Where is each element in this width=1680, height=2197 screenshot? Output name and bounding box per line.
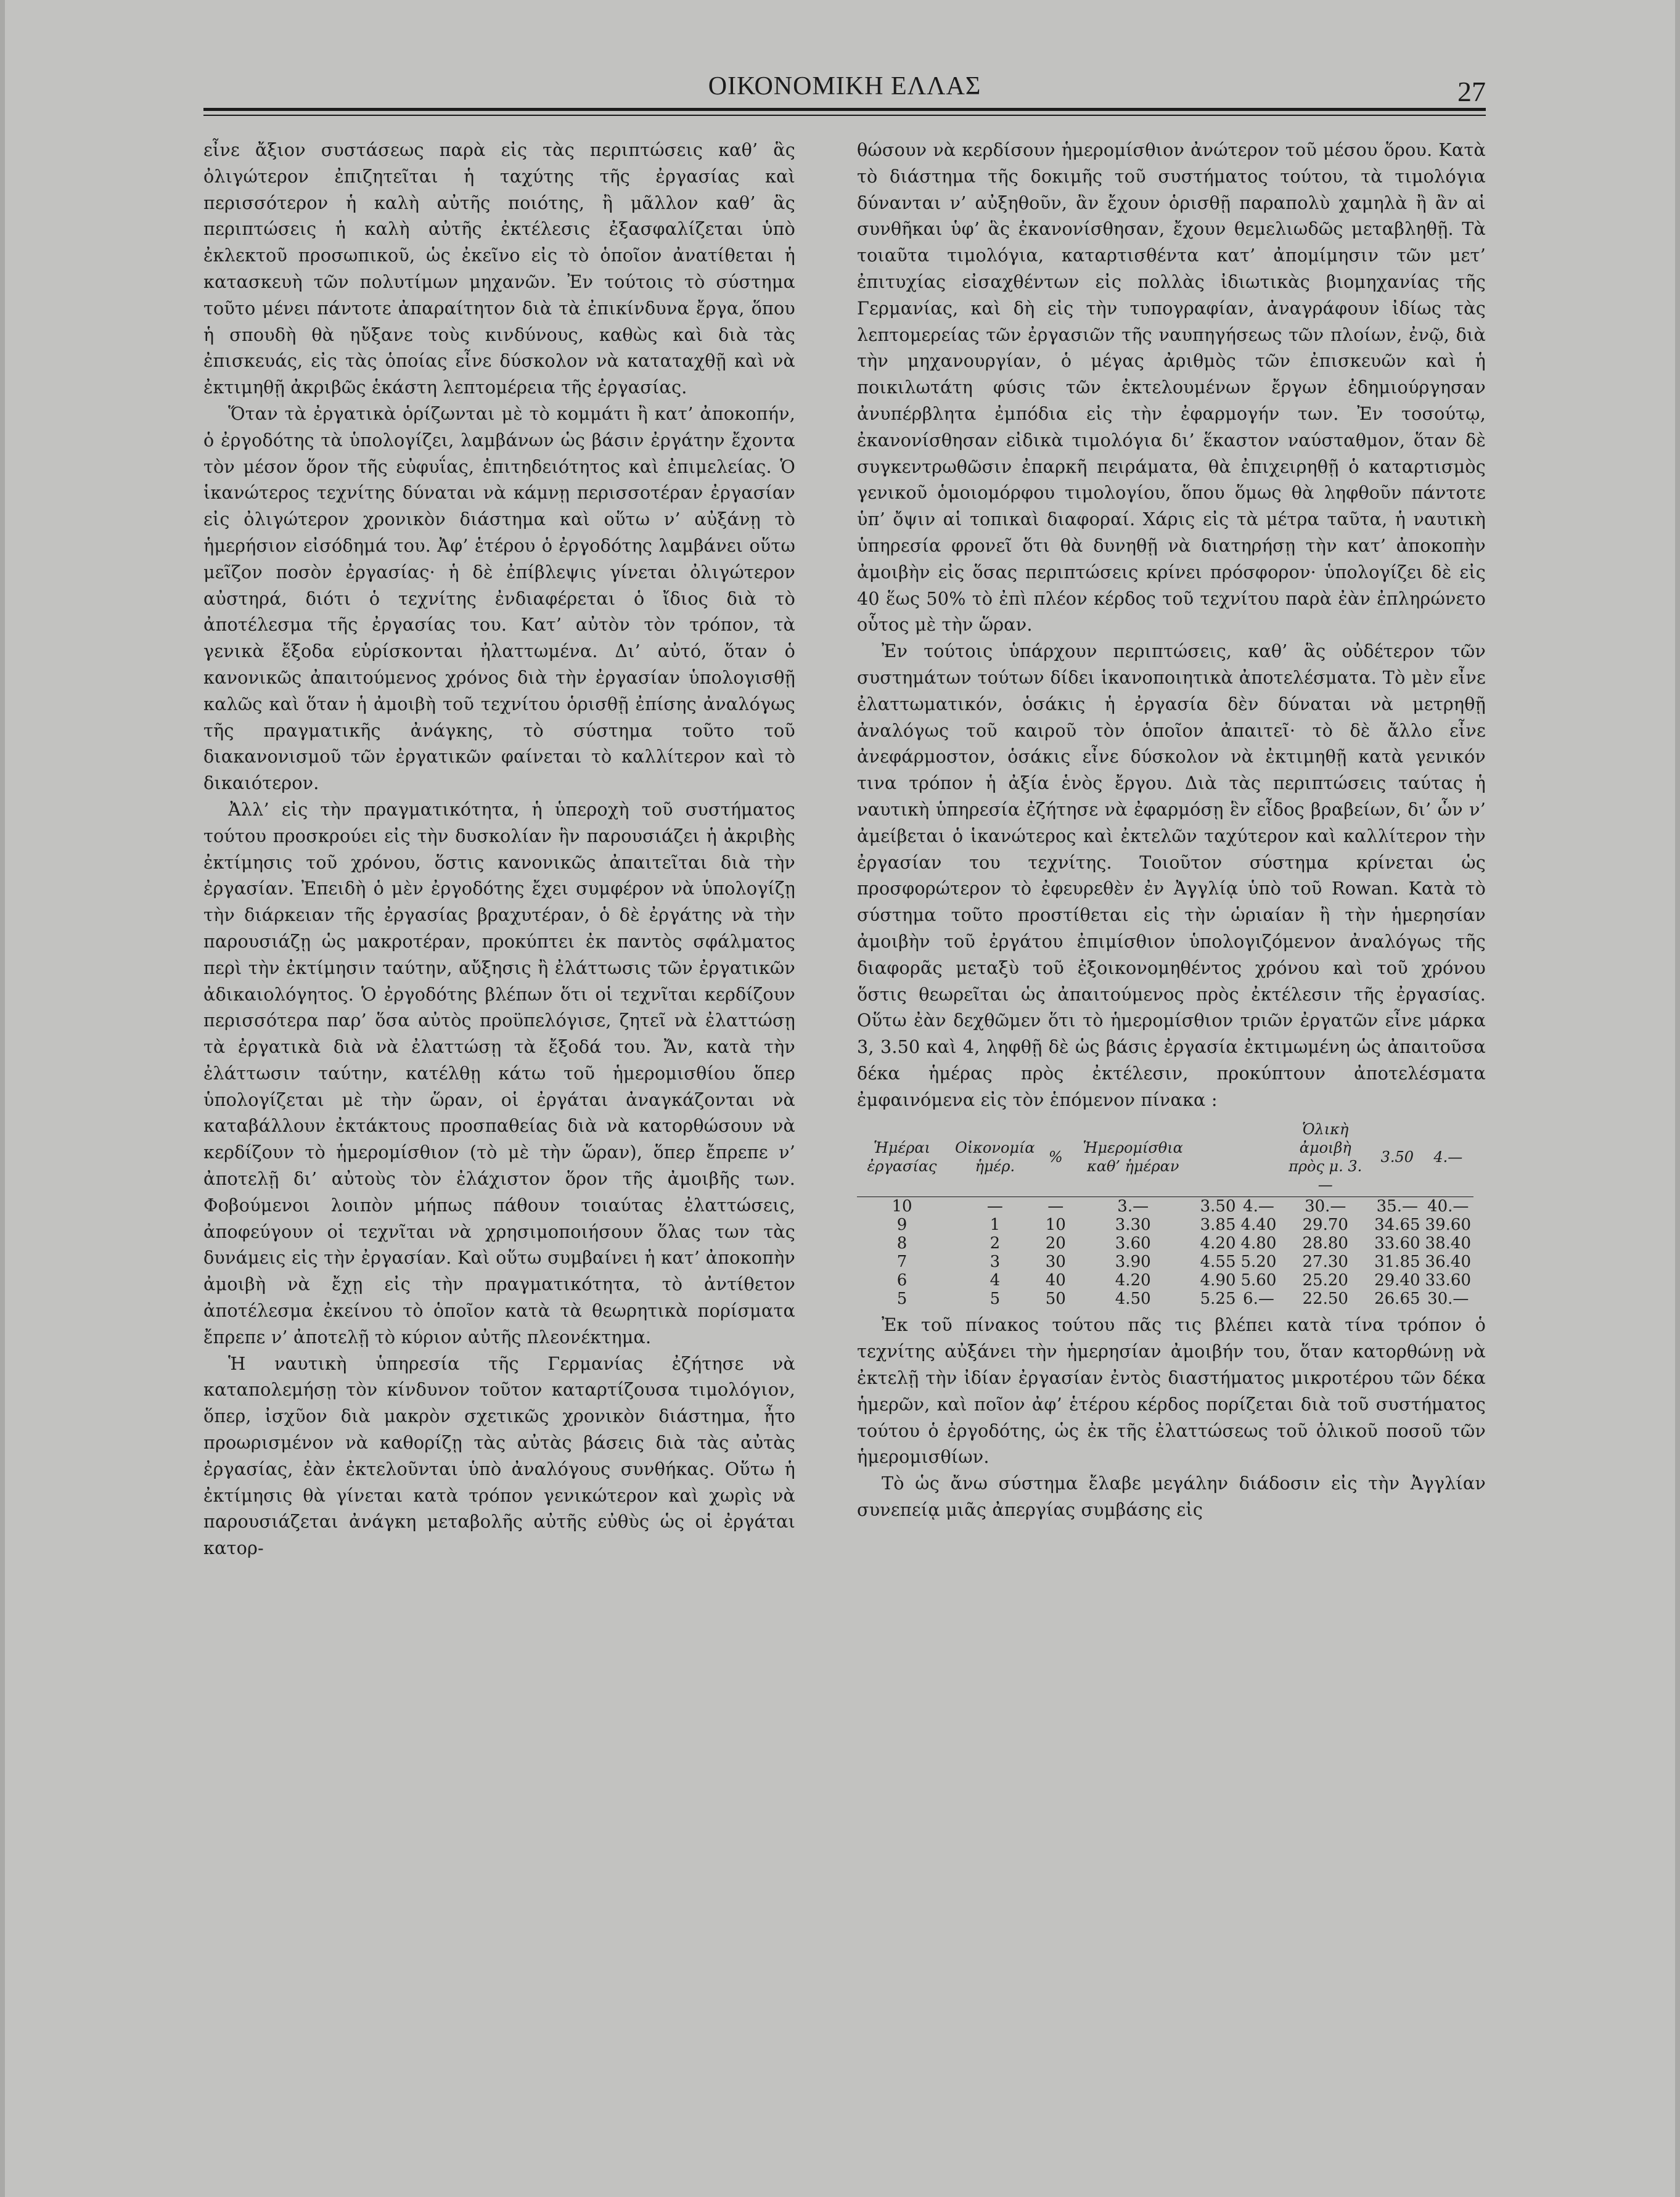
paragraph: θώσουν νὰ κερδίσουν ἡμερομίσθιον ἀνώτερον τοῦ μέσου ὅρου. Κατὰ τὸ διάστημα τῆς δοκιμῆς τοῦ συστήματος τούτου, τὰ τιμολόγια δύνανται ν’ αὐξηθοῦν, ἂν ἔχουν ὁρισθῇ παραπολὺ χαμηλὰ ἢ ἂν αἱ συνθῆκαι ὑφ’ ἃς ἐκανονίσθησαν, ἔχουν θεμελιωδῶς μεταβληθῇ. Τὰ τοιαῦτα τιμολόγια, καταρτισθέντα κατ’ ἀπομίμησιν τῶν μετ’ ἐπιτυχίας εἰσαχθέντων εἰς πολλὰς ἰδιωτικὰς βιομηχανίας τῆς Γερμανίας, καὶ δὴ εἰς τὴν τυπογραφίαν, ἀναγράφουν ἰδίως τὰς λεπτομερείας τῶν ἐργασιῶν τῆς ναυπηγήσεως τῶν πλοίων, ἐνῷ, διὰ τὴν μηχανουργίαν, ὁ μέγας ἀριθμὸς τῶν ἐπισκευῶν καὶ ἡ ποικιλωτάτη φύσις τῶν ἐκτελουμένων ἔργων ἐδημιούργησαν ἀνυπέρβλητα ἐμπόδια εἰς τὴν ἐφαρμογήν των. Ἐν τοσούτῳ, ἐκανονίσθησαν εἰδικὰ τιμολόγια δι’ ἕκαστον ναύσταθμον, ὅταν δὲ συγκεντρωθῶσιν ἐπαρκῆ πειράματα, θὰ ἐπιχειρηθῇ ὁ καταρτισμὸς γενικοῦ ὁμοιομόρφου τιμολογίου, ὅπου ὅμως θὰ ληφθοῦν πάντοτε ὑπ’ ὄψιν αἱ τοπικαὶ διαφοραί. Χάρις εἰς τὰ μέτρα ταῦτα, ἡ ναυτικὴ ὑπηρεσία φρονεῖ ὅτι θὰ δυνηθῇ νὰ διατηρήσῃ τὴν κατ’ ἀποκοπὴν ἀμοιβὴν εἰς ὅσας περιπτώσεις κρίνει πρόσφορον· ὑπολογίζει δὲ εἰς 40 ἕως 50% τὸ ἐπὶ πλέον κέρδος τοῦ τεχνίτου παρὰ ἐὰν ἐπληρώνετο οὗτος μὲ τὴν ὥραν. [857,139,1486,636]
table-row [857,1253,1473,1271]
scan-edge-left [0,0,5,2197]
table-cell: 33.60 [1425,1271,1471,1290]
paragraph: Ἀλλ’ εἰς τὴν πραγματικότητα, ἡ ὑπεροχὴ τοῦ συστήματος τούτου προσκρούει εἰς τὴν δυσκολίαν ἣν παρουσιάζει ἡ ἀκριβὴς ἐκτίμησις τοῦ χρόνου, ὅστις κανονικῶς ἀπαιτεῖται διὰ τὴν ἐργασίαν. Ἐπειδὴ ὁ μὲν ἐργοδότης ἔχει συμφέρον νὰ ὑπολογίζῃ τὴν διάρκειαν τῆς ἐργασίας βραχυτέραν, ὁ δὲ ἐργάτης νὰ τὴν παρουσιάζῃ ὡς μακροτέραν, προκύπτει ἐκ παντὸς σφάλματος περὶ τὴν ἐκτίμησιν ταύτην, αὔξησις ἢ ἐλάττωσις τῶν ἐργατικῶν ἀδικαιολόγητος. Ὁ ἐργοδότης βλέπων ὅτι οἱ τεχνῖται κερδίζουν περισσότερα παρ’ ὅσα αὐτὸς προϋπελόγισε, ζητεῖ νὰ ἐλαττώσῃ τὰ ἐργατικὰ διὰ νὰ ἐλαττώσῃ τὰ ἔξοδά του. Ἄν, κατὰ τὴν ἐλάττωσιν ταύτην, κατέλθῃ κάτω τοῦ ἡμερομισθίου ὅπερ ὑπολογίζεται μὲ τὴν ὥραν, οἱ ἐργάται ἀναγκάζονται νὰ καταβάλλουν ἐκτάκτους προσπαθείας διὰ νὰ κατορθώσουν νὰ κερδίζουν τὸ ἡμερομίσθιον (τὸ μὲ τὴν ὥραν), ὅπερ ἔπρεπε ν’ ἀποτελῇ δι’ αὐτοὺς τὸν ἐλάχιστον ὅρον τῆς ἀμοιβῆς των. Φοβούμενοι λοιπὸν μήπως πάθουν τοιαύτας ἐλαττώσεις, ἀποφεύγουν οἱ τεχνῖται νὰ χρησιμοποιήσουν ὅλας των τὰς δυνάμεις εἰς τὴν ἐργασίαν. Καὶ οὕτω συμβαίνει ἡ κατ’ ἀποκοπὴν ἀμοιβὴ νὰ ἔχῃ εἰς τὴν πραγματικότητα, τὸ ἀντίθετον ἀποτέλεσμα ἐκείνου τὸ ὁποῖον κατὰ τὰ θεωρητικὰ πορίσματα ἔπρεπε ν’ ἀποτελῇ τὸ κύριον αὐτῆς πλεονέκτημα. [203,798,795,1348]
table-cell: 4.50 [1115,1290,1151,1309]
table-cell: 26.65 [1374,1290,1420,1309]
paragraph: Ἐκ τοῦ πίνακος τούτου πᾶς τις βλέπει κατὰ τίνα τρόπον ὁ τεχνίτης αὐξάνει τὴν ἡμερησίαν ἀμοιβήν του, ὅταν κατορθώνῃ νὰ ἐκτελῇ τὴν ἰδίαν ἐργασίαν ἐντὸς διαστήματος μικροτέρου τῶν δέκα ἡμερῶν, καὶ ποῖον ἀφ’ ἑτέρου κέρδος πορίζεται διὰ τοῦ συστήματος τούτου ὁ ἐργοδότης, ὡς ἐκ τῆς ἐλαττώσεως τοῦ ὁλικοῦ ποσοῦ τῶν ἡμερομισθίων. [857,1314,1486,1468]
header-rule-thick [203,108,1486,111]
table-cell: 3.60 [1115,1234,1151,1253]
table-cell: 30.— [1279,1197,1372,1216]
table-cell: 7 [896,1253,908,1272]
table-header-cell: Ὁλικὴ ἀμοιβὴ πρὸς μ. 3.— [1289,1121,1362,1194]
table-cell: 6.— [1243,1290,1274,1309]
table-cell: 9 [896,1216,908,1235]
table-cell: 30.— [1427,1290,1469,1309]
table-cell: 31.85 [1374,1253,1420,1272]
table-cell: 40.— [1423,1197,1473,1216]
table-cell: 3.50 [1198,1197,1239,1216]
scan-edge-right [1675,0,1680,2197]
table-cell: 3 [990,1253,1001,1272]
table-cell: 4.20 [1115,1271,1151,1290]
table-header-cell: 4.— [1433,1148,1463,1166]
table-cell: — [947,1197,1043,1216]
table-cell: 50 [1045,1290,1066,1309]
table-cell: 33.60 [1374,1234,1420,1253]
table-cell: 3.— [1068,1197,1198,1216]
table-cell: 4.90 [1200,1271,1236,1290]
table-cell: 36.40 [1425,1253,1471,1272]
table-cell: 1 [990,1216,1001,1235]
table-cell: 4.40 [1240,1216,1277,1235]
table-header-cell [1198,1120,1239,1197]
table-header-row [857,1120,1473,1197]
paragraph: Ὅταν τὰ ἐργατικὰ ὁρίζωνται μὲ τὸ κομμάτι ἢ κατ’ ἀποκοπήν, ὁ ἐργοδότης τὰ ὑπολογίζει, λαμβάνων ὡς βάσιν ἐργάτην ἔχοντα τὸν μέσον ὅρον τῆς εὐφυΐας, ἐπιτηδειότητος καὶ ἐπιμελείας. Ὁ ἱκανώτερος τεχνίτης δύναται νὰ κάμνῃ περισσοτέραν ἐργασίαν εἰς ὀλιγώτερον χρονικὸν διάστημα καὶ οὕτω ν’ αὐξάνῃ τὸ ἡμερήσιον εἰσόδημά του. Ἀφ’ ἑτέρου ὁ ἐργοδότης λαμβάνει οὕτω μεῖζον ποσὸν ἐργασίας· ἡ δὲ ἐπίβλεψις γίνεται ὀλιγώτερον αὐστηρά, διότι ὁ τεχνίτης ἐνδιαφέρεται ὁ ἴδιος διὰ τὸ ἀποτέλεσμα τῆς ἐργασίας του. Κατ’ αὐτὸν τὸν τρόπον, τὰ γενικὰ ἔξοδα εὑρίσκονται ἠλαττωμένα. Δι’ αὐτό, ὅταν ὁ κανονικῶς ἀπαιτούμενος χρόνος διὰ τὴν ἐργασίαν ὑπολογισθῇ καλῶς καὶ ὅταν ἡ ἀμοιβὴ τοῦ τεχνίτου ὁρισθῇ ἐπίσης ἀναλόγως τῆς πραγματικῆς ἀνάγκης, τὸ σύστημα τοῦτο τοῦ διακανονισμοῦ τῶν ἐργατικῶν φαίνεται τὸ καλλίτερον καὶ τὸ δικαιότερον. [203,403,795,794]
table-cell: 22.50 [1302,1290,1348,1309]
table-row [857,1216,1473,1234]
table-row [857,1234,1473,1253]
table-header-cell: % [1048,1148,1063,1166]
table-cell: 20 [1045,1234,1066,1253]
table-cell: 5.60 [1240,1271,1277,1290]
header-rule-thin [203,115,1486,116]
table-cell: 27.30 [1302,1253,1348,1272]
table-cell: 6 [896,1271,908,1290]
table-cell: 29.70 [1302,1216,1348,1235]
running-title: ΟΙΚΟΝΟΜΙΚΗ ΕΛΛΑΣ [708,72,981,100]
table-header-cell: 3.50 [1380,1148,1414,1166]
table-header-cell: Ἡμερομίσθια καθ’ ἡμέραν [1083,1139,1183,1176]
table-cell: 3.90 [1115,1253,1151,1272]
table-cell: — [1043,1197,1068,1216]
table-cell: 10 [857,1197,947,1216]
wage-table [857,1120,1473,1308]
right-column [857,137,1486,1523]
table-cell: 30 [1045,1253,1066,1272]
left-column [203,137,795,1561]
paragraph: Ἐν τούτοις ὑπάρχουν περιπτώσεις, καθ’ ἃς οὐδέτερον τῶν συστημάτων τούτων δίδει ἱκανοποιητικὰ ἀποτελέσματα. Τὸ μὲν εἶνε ἐλαττωματικόν, ὁσάκις ἡ ἐργασία δὲν δύναται νὰ μετρηθῇ ἀναλόγως τοῦ καιροῦ τὸν ὁποῖον ἀπαιτεῖ· τὸ δὲ ἄλλο εἶνε ἀνεφάρμοστον, ὁσάκις εἶνε δύσκολον νὰ ἐκτιμηθῇ κατὰ γενικόν τινα τρόπον ἡ ἀξία ἑνὸς ἔργου. Διὰ τὰς περιπτώσεις ταύτας ἡ ναυτικὴ ὑπηρεσία ἐζήτησε νὰ ἐφαρμόσῃ ἓν εἶδος βραβείων, δι’ ὧν ν’ ἀμείβεται ὁ ἱκανώτερος καὶ ἐκτελῶν ταχύτερον καὶ καλλίτερον τὴν ἐργασίαν του τεχνίτης. Τοιοῦτον σύστημα κρίνεται ὡς προσφορώτερον τὸ ἐφευρεθὲν ἐν Ἀγγλίᾳ ὑπὸ τοῦ Rowan. Κατὰ τὸ σύστημα τοῦτο προστίθεται εἰς τὴν ὡριαίαν ἢ τὴν ἡμερησίαν ἀμοιβὴν τοῦ ἐργάτου ἐπιμίσθιον ὑπολογιζόμενον ἀναλόγως τῆς διαφορᾶς μεταξὺ τοῦ ἐξοικονομηθέντος χρόνου καὶ τοῦ χρόνου ὅστις θεωρεῖται ὡς ἀπαιτούμενος πρὸς ἐκτέλεσιν τῆς ἐργασίας. Οὕτω ἐὰν δεχθῶμεν ὅτι τὸ ἡμερομίσθιον τριῶν ἐργατῶν εἶνε μάρκα 3, 3.50 καὶ 4, ληφθῇ δὲ ὡς βάσις ἐργασία ἐκτιμωμένη ὡς ἀπαιτοῦσα δέκα ἡμέρας πρὸς ἐκτέλεσιν, προκύπτουν ἀποτελέσματα ἐμφαινόμενα εἰς τὸν ἑπόμενον πίνακα : [857,640,1486,1110]
table-cell: 35.— [1372,1197,1422,1216]
table-cell: 10 [1045,1216,1066,1235]
table-header-cell [1239,1120,1279,1197]
table-cell: 38.40 [1425,1234,1471,1253]
table-cell: 4 [990,1271,1001,1290]
table-cell: 40 [1045,1271,1066,1290]
table-cell: 3.85 [1200,1216,1236,1235]
table-row [857,1271,1473,1290]
table-cell: 34.65 [1374,1216,1420,1235]
table-cell: 4.80 [1240,1234,1277,1253]
paragraph: Ἡ ναυτικὴ ὑπηρεσία τῆς Γερμανίας ἐζήτησε νὰ καταπολεμήσῃ τὸν κίνδυνον τοῦτον καταρτίζουσα τιμολόγιον, ὅπερ, ἰσχῦον διὰ μακρὸν σχετικῶς χρονικὸν διάστημα, ἦτο προωρισμένον νὰ καθορίζῃ τὰς αὐτὰς βάσεις διὰ τὰς αὐτὰς ἐργασίας, ἐὰν ἐκτελοῦνται ὑπὸ ἀναλόγους συνθήκας. Οὕτω ἡ ἐκτίμησις θὰ γίνεται κατὰ τρόπον γενικώτερον καὶ χωρὶς νὰ παρουσιάζεται ἀνάγκη μεταβολῆς αὐτῆς εὐθὺς ὡς οἱ ἐργάται κατορ- [203,1352,795,1559]
table-cell: 5 [896,1290,908,1309]
table-cell: 4.20 [1200,1234,1236,1253]
table-cell: 4.55 [1200,1253,1236,1272]
table-row [857,1290,1473,1308]
table-header-cell: Ἡμέραι ἐργασίας [867,1139,937,1176]
table-cell: 5.25 [1200,1290,1236,1309]
table-cell: 4.— [1239,1197,1279,1216]
table-cell: 28.80 [1302,1234,1348,1253]
table-cell: 5.20 [1240,1253,1277,1272]
table-cell: 8 [896,1234,908,1253]
table-header-cell: Οἰκονομία ἡμέρ. [955,1139,1035,1176]
paragraph: εἶνε ἄξιον συστάσεως παρὰ εἰς τὰς περιπτώσεις καθ’ ἃς ὀλιγώτερον ἐπιζητεῖται ἡ ταχύτης τῆς ἐργασίας καὶ περισσότερον ἡ καλὴ αὐτῆς ποιότης, ἢ μᾶλλον καθ’ ἃς περιπτώσεις ἡ καλὴ αὐτῆς ἐκτέλεσις ἐξασφαλίζεται ὑπὸ ἐκλεκτοῦ προσωπικοῦ, ὡς ἐκεῖνο εἰς τὸ ὁποῖον ἀνατίθεται ἡ κατασκευὴ τῶν πολυτίμων μηχανῶν. Ἐν τούτοις τὸ σύστημα τοῦτο μένει πάντοτε ἀπαραίτητον διὰ τὰ ἐπικίνδυνα ἔργα, ὅπου ἡ σπουδὴ θὰ ηὔξανε τοὺς κινδύνους, καθὼς καὶ διὰ τὰς ἐπισκευάς, εἰς τὰς ὁποίας εἶνε δύσκολον νὰ καταταχθῇ καὶ νὰ ἐκτιμηθῇ ἀκριβῶς ἑκάστη λεπτομέρεια τῆς ἐργασίας. [203,139,795,398]
page-header [203,69,1486,106]
table-cell: 3.30 [1115,1216,1151,1235]
table-cell: 5 [990,1290,1001,1309]
table-cell: 2 [990,1234,1001,1253]
table-cell: 25.20 [1302,1271,1348,1290]
table-cell: 39.60 [1425,1216,1471,1235]
page-number: 27 [1457,76,1486,107]
table-cell: 29.40 [1374,1271,1420,1290]
table-row [857,1197,1473,1216]
paragraph: Τὸ ὡς ἄνω σύστημα ἔλαβε μεγάλην διάδοσιν εἰς τὴν Ἀγγλίαν συνεπείᾳ μιᾶς ἀπεργίας συμβάσης εἰς [857,1473,1486,1521]
